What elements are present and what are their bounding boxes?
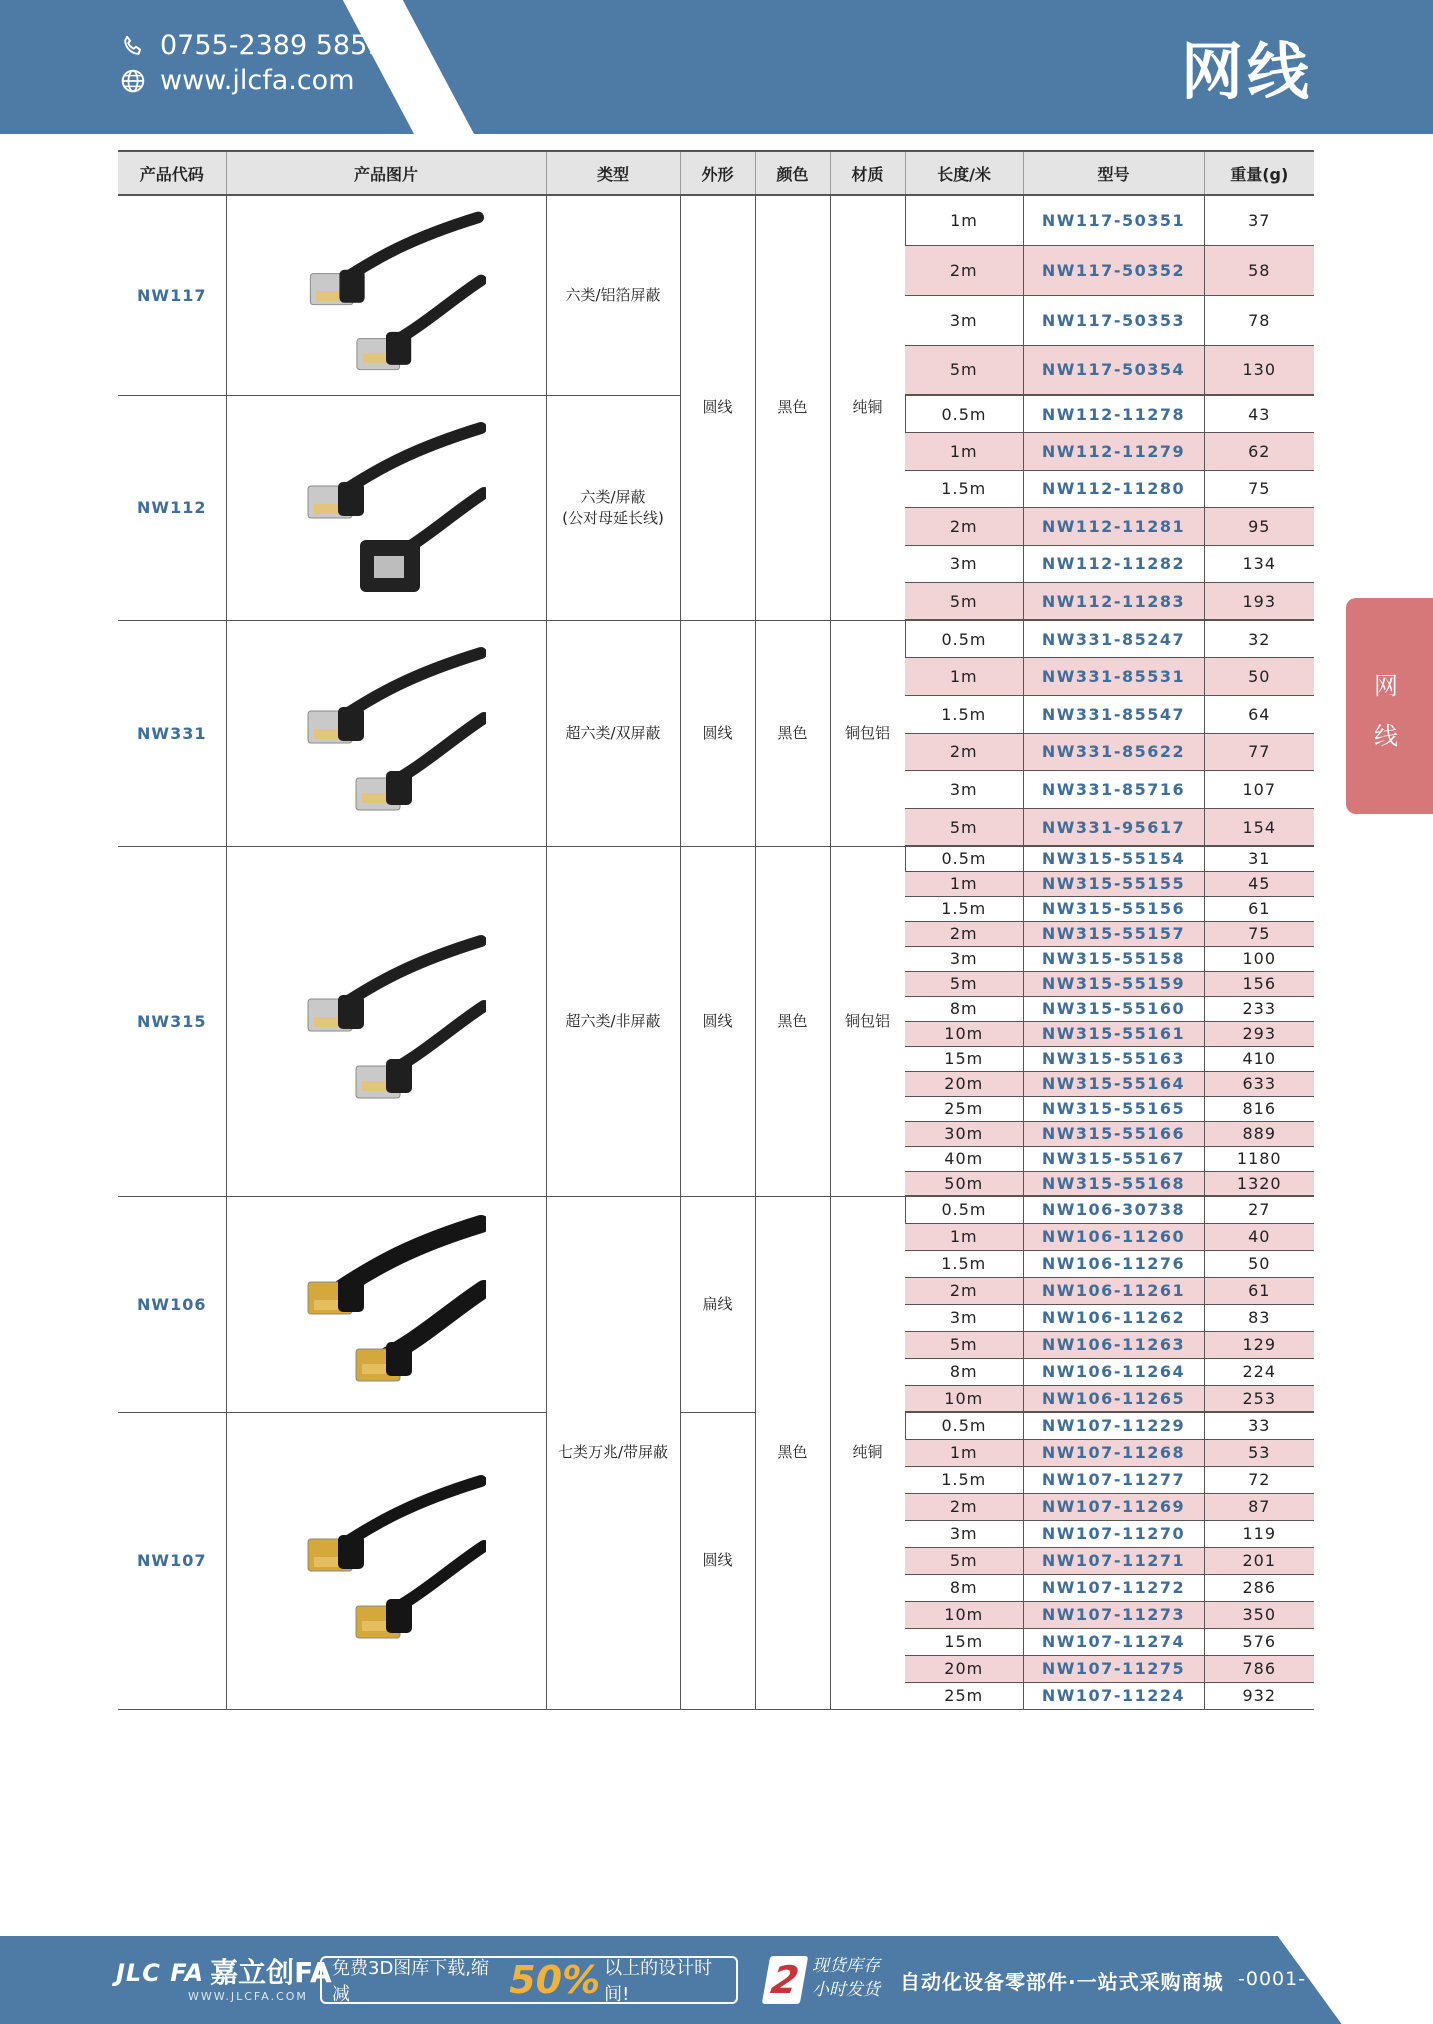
weight-cell: 233 xyxy=(1204,996,1314,1021)
model-number[interactable]: NW331-85622 xyxy=(1023,733,1204,771)
weight-cell: 95 xyxy=(1204,508,1314,546)
length-cell: 1m xyxy=(905,433,1023,471)
shipping-line: 现货库存 xyxy=(812,1956,880,1976)
product-shape: 圆线 xyxy=(680,620,755,846)
shipping-line: 小时发货 xyxy=(812,1980,880,2000)
model-number[interactable]: NW331-85247 xyxy=(1023,620,1204,658)
weight-cell: 100 xyxy=(1204,946,1314,971)
model-number[interactable]: NW107-11277 xyxy=(1023,1466,1204,1493)
model-number[interactable]: NW315-55161 xyxy=(1023,1021,1204,1046)
length-cell: 2m xyxy=(905,921,1023,946)
model-number[interactable]: NW107-11269 xyxy=(1023,1493,1204,1520)
length-cell: 1m xyxy=(905,1223,1023,1250)
weight-cell: 156 xyxy=(1204,971,1314,996)
header-weight: 重量(g) xyxy=(1204,151,1314,195)
model-number[interactable]: NW107-11268 xyxy=(1023,1439,1204,1466)
length-cell: 50m xyxy=(905,1171,1023,1196)
product-color: 黑色 xyxy=(755,195,830,620)
length-cell: 15m xyxy=(905,1046,1023,1071)
product-code: NW117 xyxy=(118,195,226,395)
model-number[interactable]: NW315-55164 xyxy=(1023,1071,1204,1096)
length-cell: 1m xyxy=(905,658,1023,696)
shipping-hours-badge: 2 xyxy=(762,1956,808,2004)
weight-cell: 889 xyxy=(1204,1121,1314,1146)
product-material: 铜包铝 xyxy=(830,846,905,1196)
promo-text-pre: 免费3D图库下载,缩减 xyxy=(332,1958,490,2005)
cable-illustration xyxy=(286,633,486,833)
weight-cell: 932 xyxy=(1204,1682,1314,1709)
length-cell: 8m xyxy=(905,996,1023,1021)
product-type-line: 六类/铝箔屏蔽 xyxy=(565,285,661,304)
weight-cell: 27 xyxy=(1204,1196,1314,1223)
header-code: 产品代码 xyxy=(118,151,226,195)
weight-cell: 45 xyxy=(1204,871,1314,896)
model-number[interactable]: NW106-11263 xyxy=(1023,1331,1204,1358)
promo-text-post: 以上的设计时间! xyxy=(604,1958,713,2005)
product-shape: 圆线 xyxy=(680,846,755,1196)
weight-cell: 77 xyxy=(1204,733,1314,771)
weight-cell: 37 xyxy=(1204,195,1314,245)
length-cell: 1.5m xyxy=(905,1466,1023,1493)
length-cell: 0.5m xyxy=(905,846,1023,871)
length-cell: 5m xyxy=(905,1547,1023,1574)
cable-illustration xyxy=(286,921,486,1121)
length-cell: 2m xyxy=(905,1277,1023,1304)
weight-cell: 201 xyxy=(1204,1547,1314,1574)
side-tab-char: 线 xyxy=(1374,722,1398,750)
weight-cell: 43 xyxy=(1204,395,1314,433)
length-cell: 0.5m xyxy=(905,1196,1023,1223)
model-number[interactable]: NW106-30738 xyxy=(1023,1196,1204,1223)
length-cell: 8m xyxy=(905,1574,1023,1601)
length-cell: 1.5m xyxy=(905,896,1023,921)
product-code: NW112 xyxy=(118,395,226,620)
weight-cell: 134 xyxy=(1204,545,1314,583)
product-image xyxy=(226,620,546,846)
length-cell: 8m xyxy=(905,1358,1023,1385)
model-number[interactable]: NW315-55156 xyxy=(1023,896,1204,921)
weight-cell: 32 xyxy=(1204,620,1314,658)
promo-percent: 50% xyxy=(509,1958,601,2002)
product-type-line: (公对母延长线) xyxy=(562,508,664,527)
model-number[interactable]: NW106-11261 xyxy=(1023,1277,1204,1304)
brand-logo xyxy=(116,1956,332,2003)
product-type: 七类万兆/带屏蔽 xyxy=(546,1196,680,1709)
length-cell: 5m xyxy=(905,583,1023,621)
weight-cell: 72 xyxy=(1204,1466,1314,1493)
length-cell: 3m xyxy=(905,545,1023,583)
weight-cell: 154 xyxy=(1204,808,1314,846)
header-shape: 外形 xyxy=(680,151,755,195)
table-row xyxy=(118,195,1314,245)
footer-slogan: 自动化设备零部件·一站式采购商城 xyxy=(900,1970,1224,1994)
weight-cell: 50 xyxy=(1204,658,1314,696)
product-type xyxy=(546,620,680,846)
globe-icon xyxy=(118,66,148,96)
model-number[interactable]: NW106-11264 xyxy=(1023,1358,1204,1385)
model-number[interactable]: NW107-11270 xyxy=(1023,1520,1204,1547)
model-number[interactable]: NW112-11279 xyxy=(1023,433,1204,471)
model-number[interactable]: NW107-11271 xyxy=(1023,1547,1204,1574)
product-color: 黑色 xyxy=(755,1196,830,1709)
page-number: -0001- xyxy=(1238,1968,1307,1990)
length-cell: 5m xyxy=(905,808,1023,846)
cable-illustration xyxy=(286,408,486,608)
weight-cell: 64 xyxy=(1204,695,1314,733)
length-cell: 25m xyxy=(905,1096,1023,1121)
model-number[interactable]: NW331-85531 xyxy=(1023,658,1204,696)
model-number[interactable]: NW315-55166 xyxy=(1023,1121,1204,1146)
table-header-row xyxy=(118,151,1314,195)
length-cell: 30m xyxy=(905,1121,1023,1146)
model-number[interactable]: NW106-11262 xyxy=(1023,1304,1204,1331)
model-number[interactable]: NW331-95617 xyxy=(1023,808,1204,846)
cable-illustration xyxy=(286,198,486,392)
model-number[interactable]: NW106-11260 xyxy=(1023,1223,1204,1250)
weight-cell: 286 xyxy=(1204,1574,1314,1601)
weight-cell: 1180 xyxy=(1204,1146,1314,1171)
product-image xyxy=(226,1412,546,1709)
logo-url: WWW.JLCFA.COM xyxy=(188,1990,308,2003)
weight-cell: 62 xyxy=(1204,433,1314,471)
phone-icon xyxy=(118,31,148,61)
model-number[interactable]: NW112-11283 xyxy=(1023,583,1204,621)
product-shape: 圆线 xyxy=(680,195,755,620)
header-model: 型号 xyxy=(1023,151,1204,195)
header-color: 颜色 xyxy=(755,151,830,195)
weight-cell: 129 xyxy=(1204,1331,1314,1358)
model-number[interactable]: NW315-55159 xyxy=(1023,971,1204,996)
product-shape: 圆线 xyxy=(680,1412,755,1709)
model-number[interactable]: NW315-55160 xyxy=(1023,996,1204,1021)
length-cell: 0.5m xyxy=(905,620,1023,658)
length-cell: 2m xyxy=(905,245,1023,295)
website-link[interactable]: www.jlcfa.com xyxy=(160,65,355,96)
model-number[interactable]: NW315-55167 xyxy=(1023,1146,1204,1171)
model-number[interactable]: NW106-11265 xyxy=(1023,1385,1204,1412)
category-side-tab[interactable] xyxy=(1346,598,1433,814)
weight-cell: 1320 xyxy=(1204,1171,1314,1196)
model-number[interactable]: NW315-55163 xyxy=(1023,1046,1204,1071)
weight-cell: 75 xyxy=(1204,921,1314,946)
product-type xyxy=(546,195,680,395)
product-shape: 扁线 xyxy=(680,1196,755,1412)
length-cell: 1m xyxy=(905,1439,1023,1466)
model-number[interactable]: NW315-55168 xyxy=(1023,1171,1204,1196)
model-number[interactable]: NW117-50354 xyxy=(1023,345,1204,395)
length-cell: 10m xyxy=(905,1021,1023,1046)
model-number[interactable]: NW315-55165 xyxy=(1023,1096,1204,1121)
product-code: NW331 xyxy=(118,620,226,846)
product-code: NW107 xyxy=(118,1412,226,1709)
length-cell: 2m xyxy=(905,508,1023,546)
model-number[interactable]: NW107-11272 xyxy=(1023,1574,1204,1601)
product-type-line: 超六类/双屏蔽 xyxy=(565,723,661,742)
product-code: NW315 xyxy=(118,846,226,1196)
product-type-line: 六类/屏蔽 xyxy=(580,487,646,506)
product-table xyxy=(118,150,1314,1710)
length-cell: 20m xyxy=(905,1655,1023,1682)
header-length: 长度/米 xyxy=(905,151,1023,195)
shipping-text xyxy=(812,1954,880,2002)
length-cell: 2m xyxy=(905,733,1023,771)
logo-mark: JLC FA xyxy=(116,1959,205,1987)
length-cell: 25m xyxy=(905,1682,1023,1709)
table-row xyxy=(118,620,1314,658)
phone-number: 0755-2389 5859 xyxy=(160,30,385,61)
weight-cell: 193 xyxy=(1204,583,1314,621)
model-number[interactable]: NW315-55157 xyxy=(1023,921,1204,946)
product-type-line: 超六类/非屏蔽 xyxy=(565,1011,661,1030)
length-cell: 3m xyxy=(905,1520,1023,1547)
weight-cell: 75 xyxy=(1204,470,1314,508)
weight-cell: 633 xyxy=(1204,1071,1314,1096)
product-type xyxy=(546,846,680,1196)
model-number[interactable]: NW117-50353 xyxy=(1023,295,1204,345)
weight-cell: 61 xyxy=(1204,896,1314,921)
model-number[interactable]: NW107-11273 xyxy=(1023,1601,1204,1628)
weight-cell: 576 xyxy=(1204,1628,1314,1655)
product-image xyxy=(226,195,546,395)
product-image xyxy=(226,1196,546,1412)
length-cell: 3m xyxy=(905,771,1023,809)
weight-cell: 40 xyxy=(1204,1223,1314,1250)
length-cell: 1m xyxy=(905,871,1023,896)
length-cell: 15m xyxy=(905,1628,1023,1655)
weight-cell: 61 xyxy=(1204,1277,1314,1304)
product-image xyxy=(226,395,546,620)
weight-cell: 253 xyxy=(1204,1385,1314,1412)
model-number[interactable]: NW315-55154 xyxy=(1023,846,1204,871)
model-number[interactable]: NW331-85547 xyxy=(1023,695,1204,733)
table-row xyxy=(118,1196,1314,1223)
weight-cell: 53 xyxy=(1204,1439,1314,1466)
weight-cell: 33 xyxy=(1204,1412,1314,1439)
model-number[interactable]: NW331-85716 xyxy=(1023,771,1204,809)
product-material: 纯铜 xyxy=(830,195,905,620)
model-number[interactable]: NW315-55155 xyxy=(1023,871,1204,896)
product-color: 黑色 xyxy=(755,620,830,846)
product-code: NW106 xyxy=(118,1196,226,1412)
length-cell: 0.5m xyxy=(905,1412,1023,1439)
weight-cell: 130 xyxy=(1204,345,1314,395)
length-cell: 2m xyxy=(905,1493,1023,1520)
weight-cell: 87 xyxy=(1204,1493,1314,1520)
length-cell: 1m xyxy=(905,195,1023,245)
table-row xyxy=(118,1412,1314,1439)
weight-cell: 83 xyxy=(1204,1304,1314,1331)
model-number[interactable]: NW107-11275 xyxy=(1023,1655,1204,1682)
side-tab-char: 网 xyxy=(1374,672,1398,700)
weight-cell: 78 xyxy=(1204,295,1314,345)
weight-cell: 224 xyxy=(1204,1358,1314,1385)
product-material: 铜包铝 xyxy=(830,620,905,846)
weight-cell: 107 xyxy=(1204,771,1314,809)
weight-cell: 786 xyxy=(1204,1655,1314,1682)
promo-banner xyxy=(320,1956,738,2004)
weight-cell: 31 xyxy=(1204,846,1314,871)
logo-name: 嘉立创FA xyxy=(210,1956,332,1989)
header-image: 产品图片 xyxy=(226,151,546,195)
page-footer xyxy=(0,1936,1433,2024)
weight-cell: 58 xyxy=(1204,245,1314,295)
product-material: 纯铜 xyxy=(830,1196,905,1709)
length-cell: 1.5m xyxy=(905,1250,1023,1277)
model-number[interactable]: NW107-11224 xyxy=(1023,1682,1204,1709)
weight-cell: 410 xyxy=(1204,1046,1314,1071)
model-number[interactable]: NW107-11229 xyxy=(1023,1412,1204,1439)
model-number[interactable]: NW112-11282 xyxy=(1023,545,1204,583)
model-number[interactable]: NW315-55158 xyxy=(1023,946,1204,971)
length-cell: 5m xyxy=(905,345,1023,395)
length-cell: 1.5m xyxy=(905,695,1023,733)
page-title: 网线 xyxy=(1180,35,1313,108)
model-number[interactable]: NW117-50352 xyxy=(1023,245,1204,295)
length-cell: 20m xyxy=(905,1071,1023,1096)
product-image xyxy=(226,846,546,1196)
cable-illustration xyxy=(286,1461,486,1661)
length-cell: 3m xyxy=(905,1304,1023,1331)
table-body xyxy=(118,195,1314,1709)
model-number[interactable]: NW106-11276 xyxy=(1023,1250,1204,1277)
length-cell: 3m xyxy=(905,946,1023,971)
length-cell: 3m xyxy=(905,295,1023,345)
product-color: 黑色 xyxy=(755,846,830,1196)
length-cell: 1.5m xyxy=(905,470,1023,508)
table-row xyxy=(118,846,1314,871)
model-number[interactable]: NW112-11281 xyxy=(1023,508,1204,546)
length-cell: 5m xyxy=(905,971,1023,996)
header-type: 类型 xyxy=(546,151,680,195)
page-header xyxy=(0,0,1433,134)
model-number[interactable]: NW117-50351 xyxy=(1023,195,1204,245)
weight-cell: 119 xyxy=(1204,1520,1314,1547)
weight-cell: 350 xyxy=(1204,1601,1314,1628)
weight-cell: 50 xyxy=(1204,1250,1314,1277)
length-cell: 10m xyxy=(905,1385,1023,1412)
model-number[interactable]: NW112-11278 xyxy=(1023,395,1204,433)
length-cell: 40m xyxy=(905,1146,1023,1171)
header-material: 材质 xyxy=(830,151,905,195)
length-cell: 5m xyxy=(905,1331,1023,1358)
length-cell: 10m xyxy=(905,1601,1023,1628)
weight-cell: 816 xyxy=(1204,1096,1314,1121)
model-number[interactable]: NW107-11274 xyxy=(1023,1628,1204,1655)
cable-illustration xyxy=(286,1204,486,1404)
product-table-wrapper xyxy=(118,150,1314,1710)
length-cell: 0.5m xyxy=(905,395,1023,433)
weight-cell: 293 xyxy=(1204,1021,1314,1046)
product-type xyxy=(546,395,680,620)
model-number[interactable]: NW112-11280 xyxy=(1023,470,1204,508)
contact-block xyxy=(118,28,384,98)
